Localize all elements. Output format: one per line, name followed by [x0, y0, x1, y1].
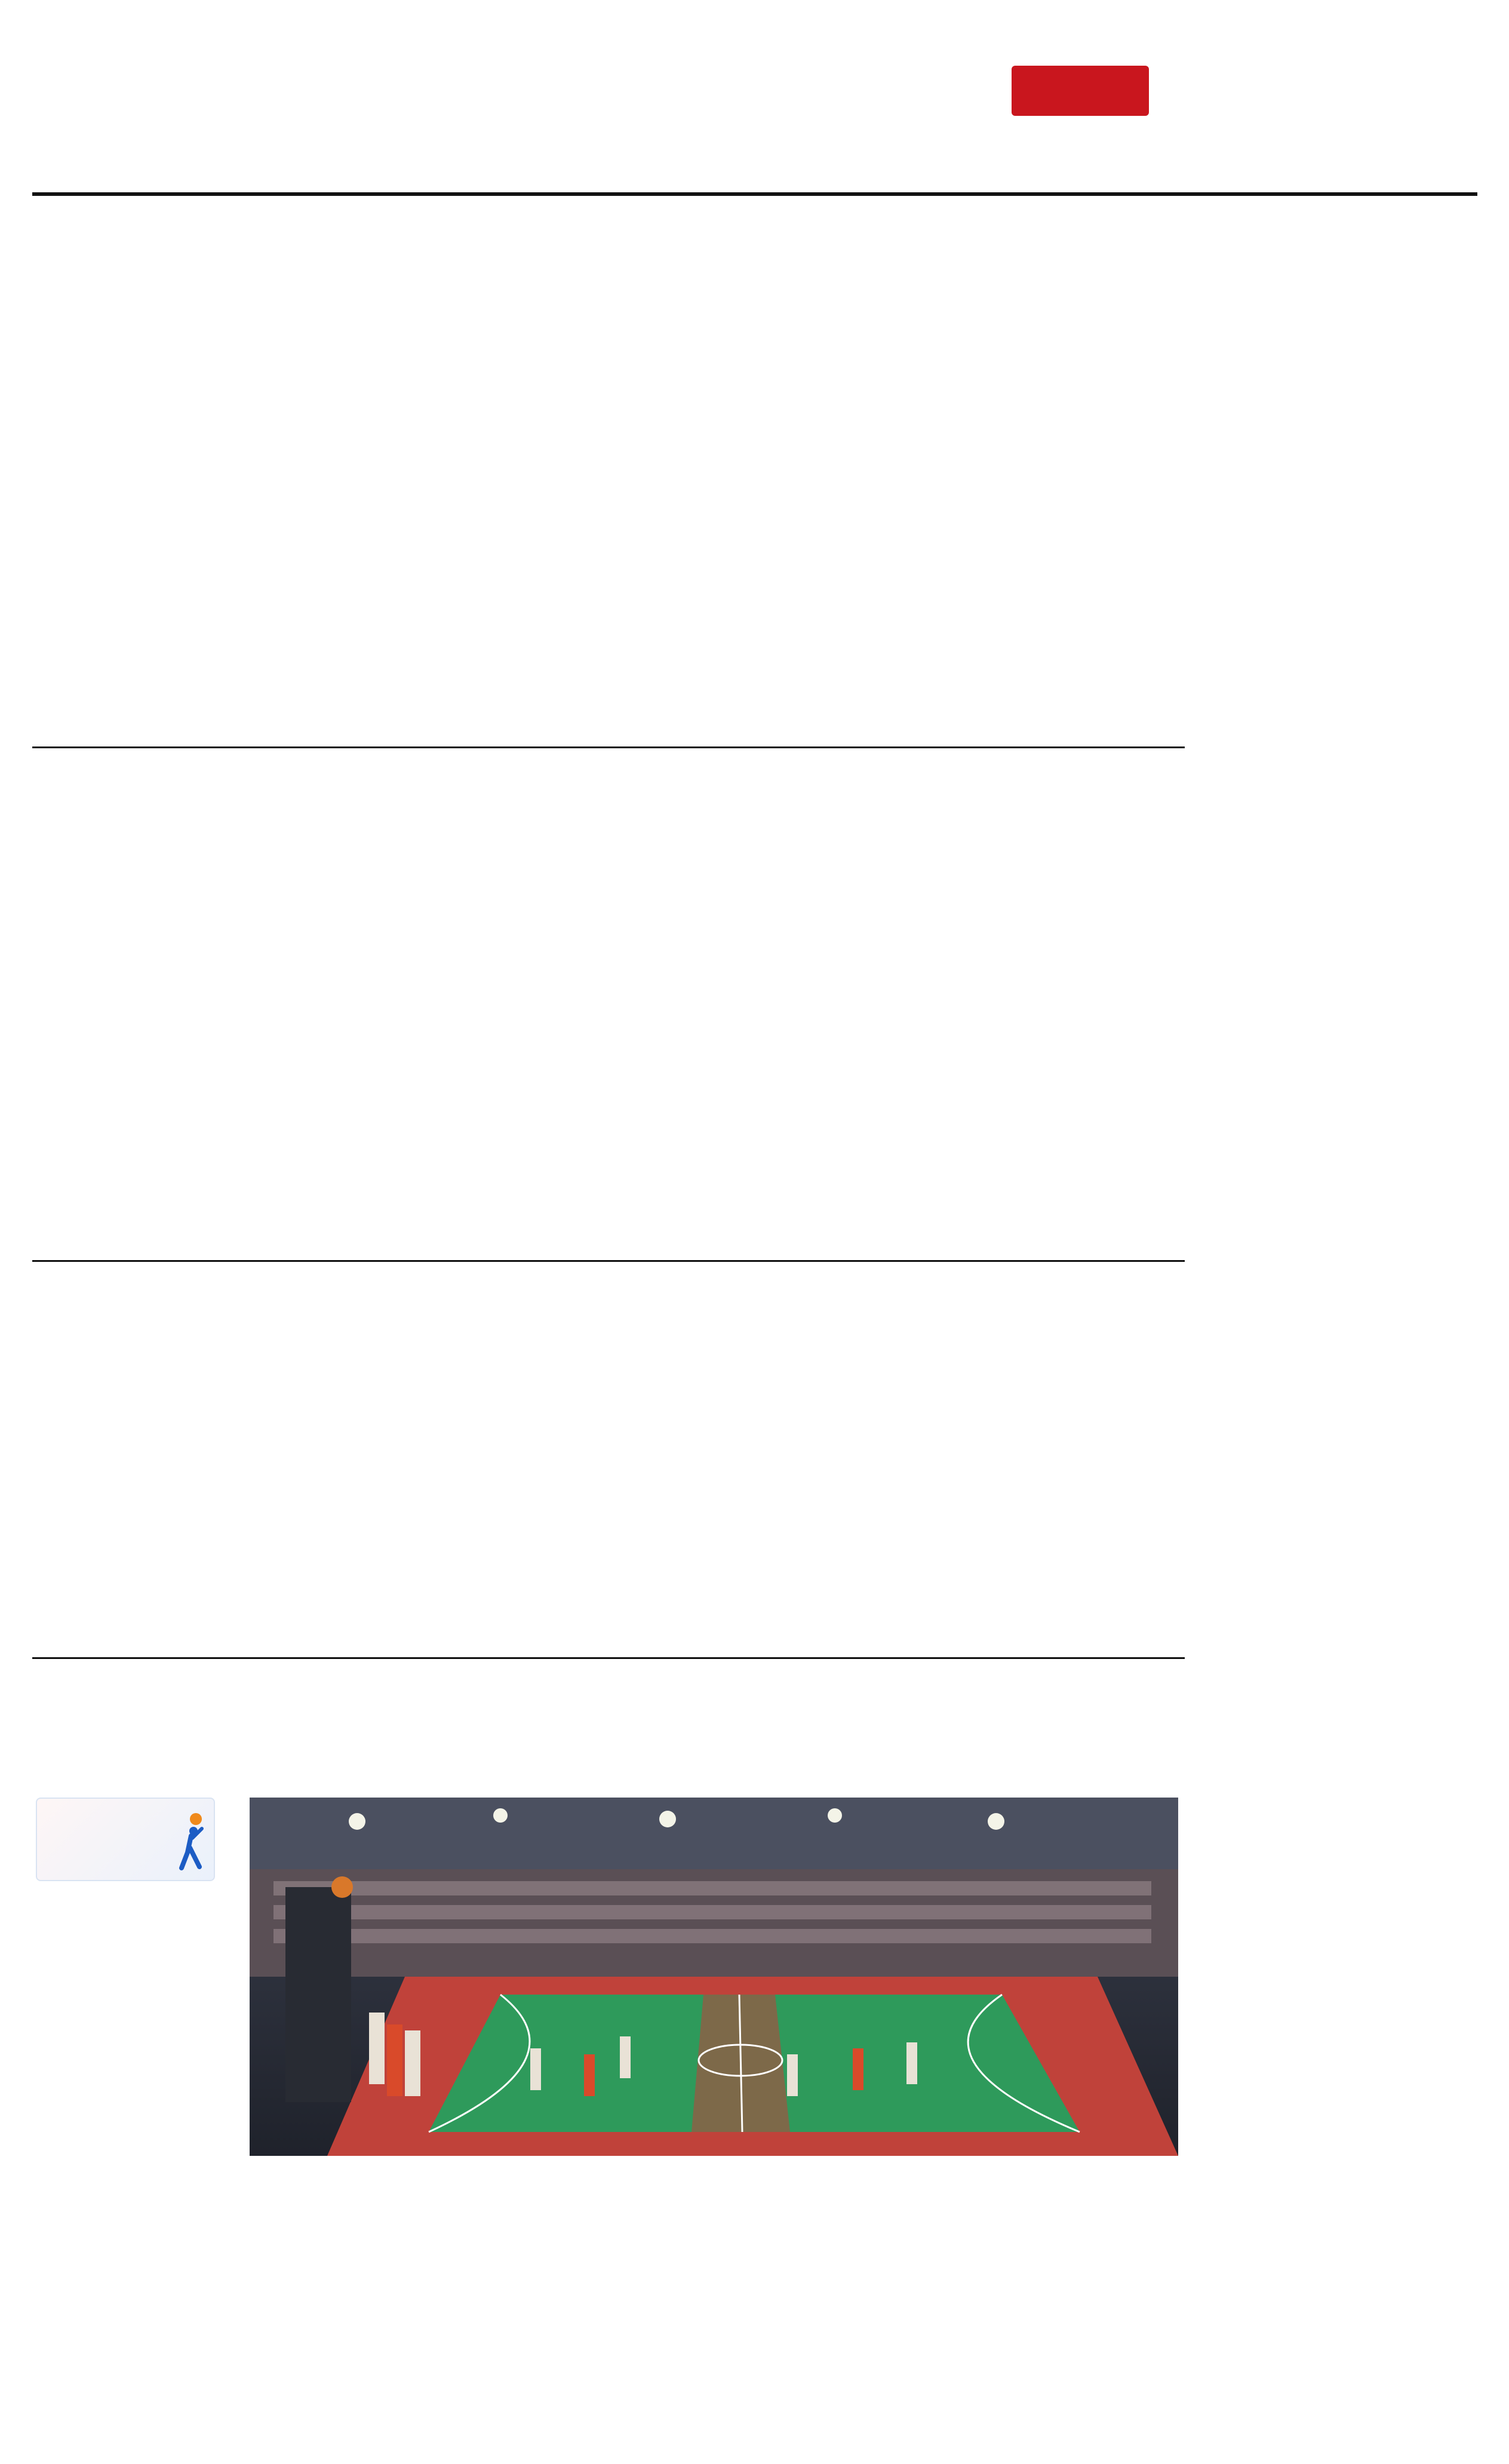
article2-column [943, 911, 1176, 1251]
article1-column [475, 364, 687, 738]
article4-column [474, 2165, 686, 2464]
article2-column [251, 911, 466, 1251]
basketball-game-photo [250, 1798, 1178, 2156]
article3-column [705, 1402, 932, 1648]
paper-logo [1012, 66, 1149, 116]
section-divider [32, 746, 1185, 748]
masthead-divider [32, 192, 1477, 196]
article3-column [943, 1402, 1176, 1648]
article3-column [251, 1402, 466, 1648]
article1-column [932, 364, 1176, 738]
article4-column [697, 2165, 930, 2464]
article4-column [36, 1917, 236, 2464]
article1-column [251, 364, 463, 738]
article2-column [705, 911, 932, 1251]
article4-column [942, 2165, 1178, 2464]
basketball-player-icon [176, 1811, 209, 1870]
article3-column [478, 1402, 693, 1648]
section-divider [32, 1657, 1185, 1659]
article3-column [36, 1426, 239, 1648]
masthead [0, 0, 1509, 197]
article1-column [36, 388, 239, 738]
cunba-badge [36, 1798, 215, 1881]
section-divider [32, 1260, 1185, 1262]
article4-column [250, 2165, 462, 2464]
article2-column [478, 911, 693, 1251]
article2-column [36, 935, 239, 1251]
article1-column [699, 364, 920, 738]
